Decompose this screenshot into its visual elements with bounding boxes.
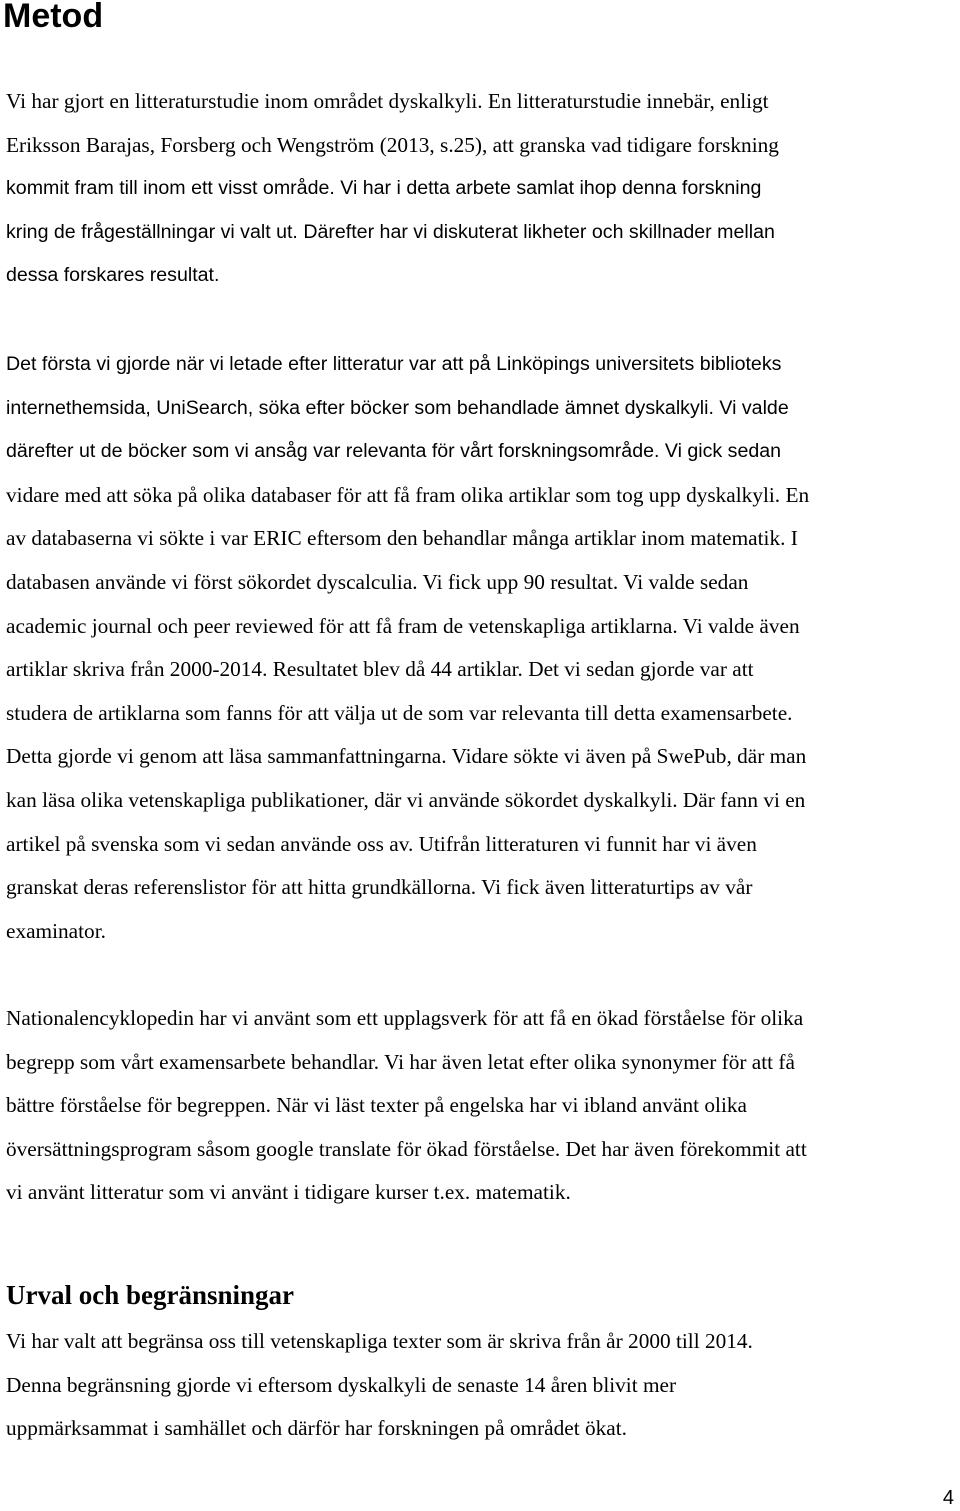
paragraph-literature-study [6,80,960,298]
paragraph-line: vidare med att söka på olika databaser för att få fram olika artiklar som tog upp dyskalkyli. En [6,482,810,507]
paragraph-line: därefter ut de böcker som vi ansåg var relevanta för vårt forskningsområde. Vi gick sedan [6,440,782,463]
section-heading-urval: Urval och begränsningar [6,1280,295,1310]
paragraph-line: internethemsida, UniSearch, söka efter böcker som behandlade ämnet dyskalkyli. Vi valde [6,396,789,419]
paragraph-line: databasen använde vi först sökordet dyscalculia. Vi fick upp 90 resultat. Vi valde sedan [6,569,749,594]
paragraph-line: översättningsprogram såsom google translate för ökad förståelse. Det har även förekommit att [6,1136,807,1161]
paragraph-line: granskat deras referenslistor för att hitta grundkällorna. Vi fick även litteraturtips av vår [6,875,753,900]
paragraph-line: artikel på svenska som vi sedan använde oss av. Utifrån litteraturen vi funnit har vi även [6,831,757,856]
paragraph-line: uppmärksammat i samhället och därför har forskningen på området ökat. [6,1416,627,1441]
paragraph-line: academic journal och peer reviewed för att få fram de vetenskapliga artiklarna. Vi valde även [6,613,800,638]
paragraph-line: kan läsa olika vetenskapliga publikationer, där vi använde sökordet dyskalkyli. Där fann vi en [6,787,806,812]
paragraph-line: vi använt litteratur som vi använt i tidigare kurser t.ex. matematik. [6,1180,571,1205]
section-heading-metod: Metod [3,0,104,35]
paragraph-delimitations [6,1320,960,1451]
paragraph-line: begrepp som vårt examensarbete behandlar. Vi har även letat efter olika synonymer för att få [6,1049,795,1074]
paragraph-line: Det första vi gjorde när vi letade efter litteratur var att på Linköpings universitets biblioteks [6,353,782,375]
paragraph-line: Nationalencyklopedin har vi använt som ett upplagsverk för att få en ökad förståelse för olika [6,1006,804,1030]
paragraph-line: dessa forskares resultat. [6,264,220,287]
paragraph-line: Vi har valt att begränsa oss till vetenskapliga texter som är skriva från år 2000 till 2014. [6,1329,753,1353]
paragraph-line: bättre förståelse för begreppen. När vi läst texter på engelska har vi ibland använt olika [6,1093,747,1118]
paragraph-line: studera de artiklarna som fanns för att välja ut de som var relevanta till detta examensarbete. [6,700,793,725]
paragraph-line: kommit fram till inom ett visst område. Vi har i detta arbete samlat ihop denna forskning [6,177,762,200]
paragraph-line: av databaserna vi sökte i var ERIC eftersom den behandlar många artiklar inom matematik. I [6,526,798,551]
paragraph-line: examinator. [6,918,106,943]
paragraph-line: Vi har gjort en litteraturstudie inom området dyskalkyli. En litteraturstudie innebär, enligt [6,89,769,113]
paragraph-line: Eriksson Barajas, Forsberg och Wengström (2013, s.25), att granska vad tidigare forskning [6,132,779,157]
paragraph-line: artiklar skriva från 2000-2014. Resultatet blev då 44 artiklar. Det vi sedan gjorde var att [6,657,754,682]
paragraph-line: kring de frågeställningar vi valt ut. Därefter har vi diskuterat likheter och skillnader mellan [6,220,775,243]
paragraph-line: Denna begränsning gjorde vi eftersom dyskalkyli de senaste 14 åren blivit mer [6,1372,677,1397]
page-number: 4 [942,1487,954,1509]
paragraph-search-process [6,343,960,953]
paragraph-reference-works [6,997,960,1215]
paragraph-line: Detta gjorde vi genom att läsa sammanfattningarna. Vidare sökte vi även på SwePub, där man [6,744,807,769]
